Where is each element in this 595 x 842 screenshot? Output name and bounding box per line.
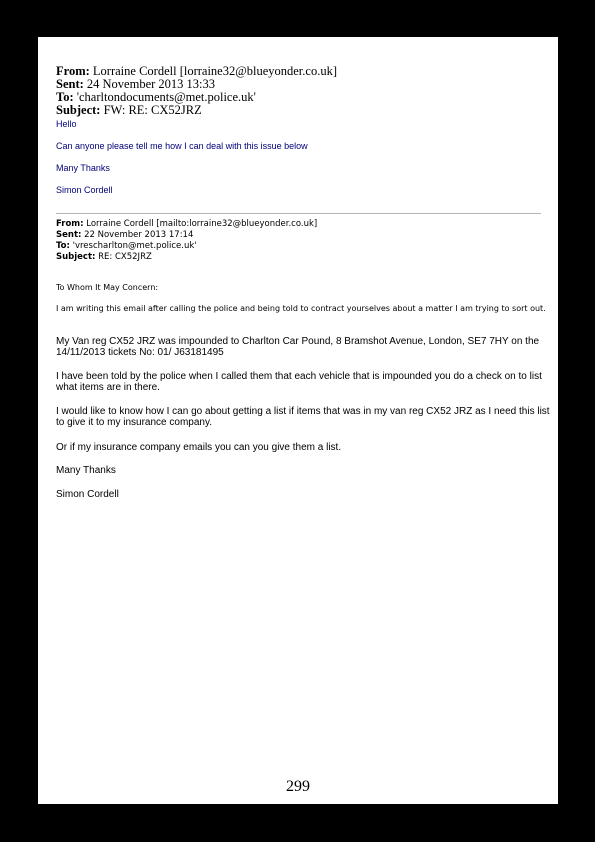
paragraph-4: I would like to know how I can go about getting a list if items that was in my van reg CX52 JRZ as I need this list to give it to my insurance company. (56, 406, 550, 428)
orig-from-label: From: (56, 219, 84, 229)
from-value: Lorraine Cordell [lorraine32@blueyonder.co.uk] (89, 64, 337, 78)
closing-signature: Simon Cordell (56, 489, 119, 500)
divider (56, 213, 541, 214)
paragraph-2: My Van reg CX52 JRZ was impounded to Charlton Car Pound, 8 Bramshot Avenue, London, SE7 7HY on the 14/11/2013 tickets No: 01/ J63181495 (56, 336, 540, 358)
forward-email-header (56, 65, 337, 117)
subject-value: FW: RE: CX52JRZ (100, 103, 202, 117)
forward-thanks: Many Thanks (56, 163, 110, 173)
orig-to-label: To: (56, 241, 70, 251)
paragraph-3: I have been told by the police when I called them that each vehicle that is impounded you do a check on to list what items are in there. (56, 371, 542, 393)
forward-question: Can anyone please tell me how I can deal with this issue below (56, 141, 308, 151)
forward-greeting: Hello (56, 119, 77, 129)
document-page (38, 37, 558, 804)
page-number: 299 (286, 778, 310, 795)
subject-line (56, 104, 337, 117)
orig-from-line (56, 219, 317, 230)
orig-sent-line (56, 230, 317, 241)
orig-sent-label: Sent: (56, 230, 82, 240)
orig-subject-line (56, 252, 317, 263)
from-label: From: (56, 64, 90, 78)
salutation: To Whom It May Concern: (56, 283, 159, 292)
closing-thanks: Many Thanks (56, 465, 116, 476)
orig-subject-label: Subject: (56, 252, 96, 262)
subject-label: Subject: (56, 103, 101, 117)
original-email-header (56, 219, 317, 263)
paragraph-5: Or if my insurance company emails you can you give them a list. (56, 442, 342, 453)
orig-subject-value: RE: CX52JRZ (95, 252, 152, 262)
orig-to-line (56, 241, 317, 252)
to-value: 'charltondocuments@met.police.uk' (73, 90, 256, 104)
sent-label: Sent: (56, 77, 84, 91)
to-label: To: (56, 90, 74, 104)
orig-to-value: 'vrescharlton@met.police.uk' (69, 241, 197, 251)
sent-value: 24 November 2013 13:33 (83, 77, 216, 91)
orig-sent-value: 22 November 2013 17:14 (81, 230, 194, 240)
forward-signature: Simon Cordell (56, 185, 113, 195)
orig-from-value: Lorraine Cordell [mailto:lorraine32@blueyonder.co.uk] (83, 219, 318, 229)
paragraph-1: I am writing this email after calling the police and being told to contract yourselves about a matter I am trying to sort out. (56, 304, 546, 313)
